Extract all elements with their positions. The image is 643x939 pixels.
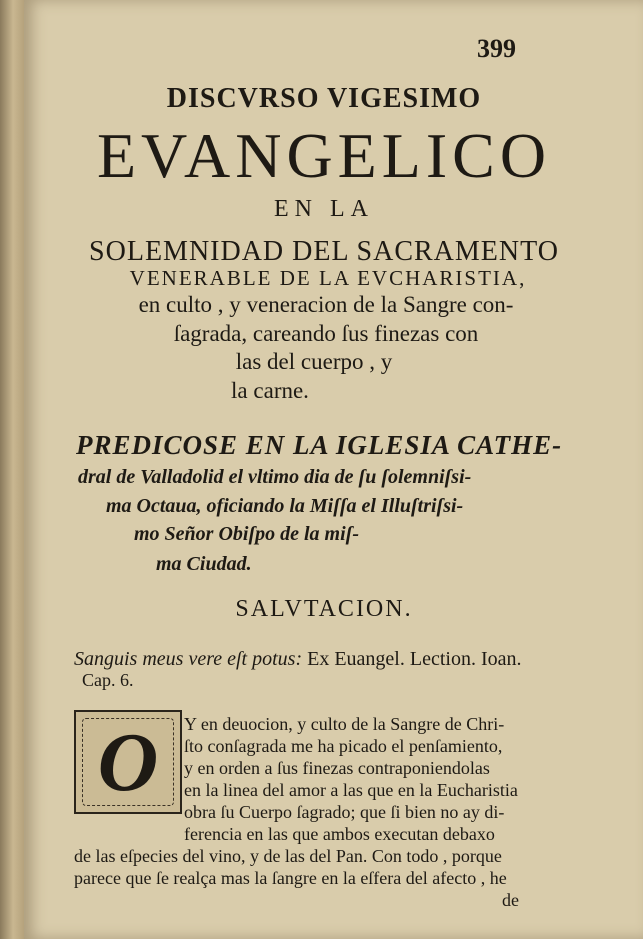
citation-chapter: Cap. 6.: [82, 670, 134, 690]
citation: [74, 648, 521, 671]
preached-line-1: PREDICOSE EN LA IGLESIA CATHE-: [76, 430, 563, 460]
body-line: ferencia en las que ambos executan debaxo: [184, 824, 495, 844]
body-line: ſto conſagrada me ha picado el penſamiento,: [184, 736, 503, 756]
ornamental-drop-cap: [74, 710, 182, 814]
title-line-6: en culto , y veneracion de la Sangre con-: [138, 292, 514, 317]
body-line: Y en deuocion, y culto de la Sangre de Chri-: [184, 714, 505, 734]
preached-line-3: ma Octaua, oficiando la Miſſa el Illuſtriſsi-: [106, 495, 464, 517]
preached-line-5: ma Ciudad.: [156, 553, 252, 575]
citation-latin: Sanguis meus vere eſt potus:: [74, 648, 303, 670]
citation-source: Ex Euangel. Lection. Ioan.: [307, 648, 522, 670]
title-line-4: SOLEMNIDAD DEL SACRAMENTO: [89, 236, 559, 267]
book-binding: [0, 0, 24, 939]
body-line: parece que ſe realça mas la ſangre en la eſfera del afecto , he: [74, 868, 507, 888]
drop-cap-letter: O: [97, 715, 159, 809]
catchword: de: [502, 890, 519, 910]
title-line-7: ſagrada, careando ſus finezas con: [173, 321, 479, 346]
salutation-heading: SALVTACION.: [235, 596, 413, 622]
book-page: [24, 0, 643, 939]
title-line-5: VENERABLE DE LA EVCHARISTIA,: [129, 266, 527, 290]
body-line: en la linea del amor a las que en la Eucharistia: [184, 780, 518, 800]
body-line: de las eſpecies del vino, y de las del Pan. Con todo , porque: [74, 846, 502, 866]
title-line-8: las del cuerpo , y: [235, 349, 393, 374]
title-line-1: DISCVRSO VIGESIMO: [166, 83, 482, 114]
title-line-3: EN LA: [274, 196, 374, 222]
preached-line-2: dral de Valladolid el vltimo dia de ſu ſolemniſsi-: [78, 466, 472, 488]
body-line: y en orden a ſus finezas contraponiendolas: [184, 758, 490, 778]
title-line-9: la carne.: [231, 378, 309, 403]
title-line-2: EVANGELICO: [96, 120, 552, 191]
preached-line-4: mo Señor Obiſpo de la miſ-: [134, 523, 359, 545]
body-line: obra ſu Cuerpo ſagrado; que ſi bien no ay di-: [184, 802, 505, 822]
page-number: 399: [477, 34, 516, 63]
